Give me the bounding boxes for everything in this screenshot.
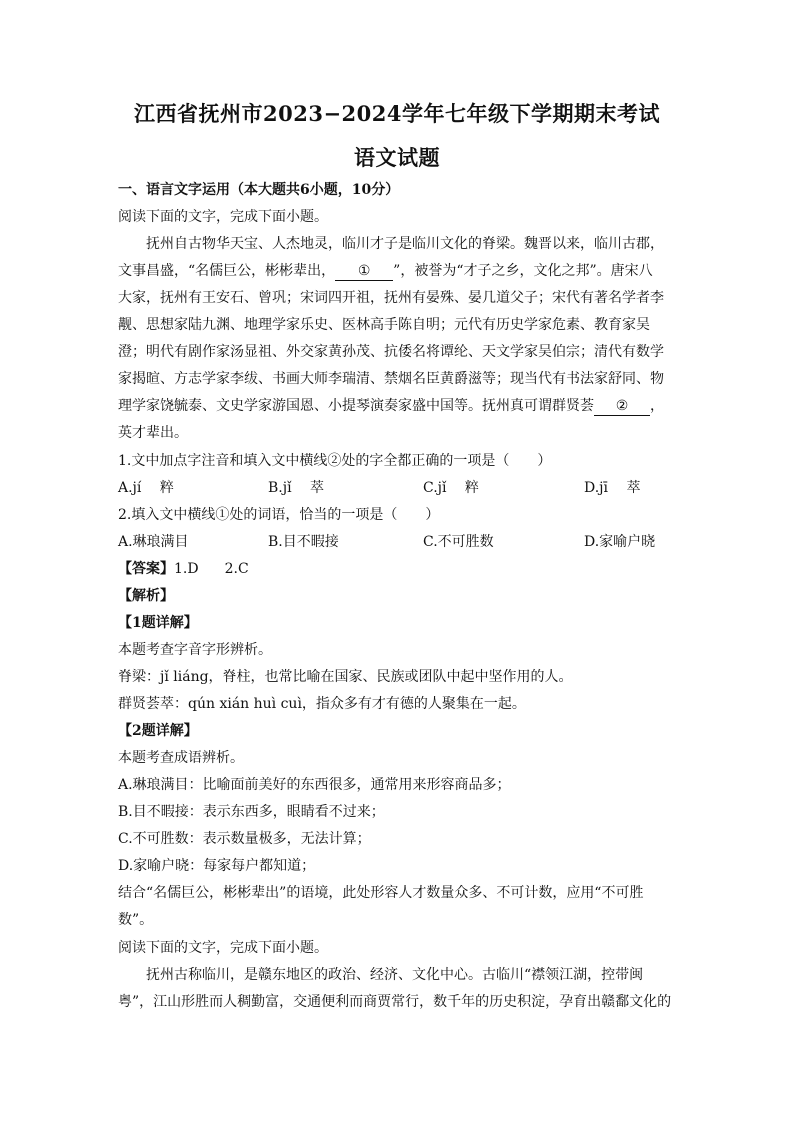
blank-2: ② — [594, 398, 650, 416]
q1-detail-line: 群贤荟萃：qún xián huì cuì，指众多有才有德的人聚集在一起。 — [118, 696, 526, 712]
passage-text: ”，被誉为“才子之乡，文化之邦”。唐宋八 — [393, 263, 653, 279]
passage-line — [118, 261, 678, 281]
question-1-option-a: A.jí 粹 — [118, 480, 174, 496]
q1-detail-intro: 本题考查字音字形辨析。 — [118, 642, 272, 658]
passage-line: 英才辈出。 — [118, 425, 188, 441]
document-subtitle: 语文试题 — [354, 145, 440, 170]
answer-label: 【答案】 — [118, 561, 174, 577]
question-1-stem: 1.文中加点字注音和填入文中横线②处的字全都正确的一项是（ ） — [118, 453, 552, 469]
question-2-stem: 2.填入文中横线①处的词语，恰当的一项是（ ） — [118, 507, 440, 523]
q2-detail-option-c: C.不可胜数：表示数量极多，无法计算； — [118, 831, 371, 847]
answer-value-2: 2.C — [224, 561, 249, 577]
analysis-label: 【解析】 — [118, 588, 174, 604]
passage-line: 粤”，江山形胜而人稠勤富，交通便利而商贾常行，数千年的历史积淀，孕育出赣鄱文化的 — [118, 994, 672, 1010]
passage-line: 抚州自古物华天宝、人杰地灵，临川才子是临川文化的脊梁。魏晋以来，临川古郡， — [146, 236, 664, 252]
document-title: 江西省抚州市2023−2024学年七年级下学期期末考试 — [134, 101, 660, 126]
q1-detail-line: 脊梁：jǐ liáng，脊柱，也常比喻在国家、民族或团队中起中坚作用的人。 — [118, 669, 573, 685]
question-1-option-b: B.jǐ 萃 — [268, 480, 325, 496]
section-heading: 一、语言文字运用（本大题共6小题，10分） — [118, 182, 400, 198]
passage-line — [118, 396, 678, 416]
passage-text: 理学家饶毓泰、文史学家游国恩、小提琴演奏家盛中国等。抚州真可谓群贤荟 — [118, 398, 594, 414]
q2-detail-option-b: B.目不暇接：表示东西多，眼睛看不过来； — [118, 804, 385, 820]
q2-detail-option-a: A.琳琅满目：比喻面前美好的东西很多，通常用来形容商品多； — [118, 777, 511, 793]
q2-detail-conclusion: 数”。 — [118, 912, 154, 928]
q2-detail-intro: 本题考查成语辨析。 — [118, 750, 244, 766]
q1-detail-label: 【1题详解】 — [118, 615, 198, 631]
answer-value-1: 1.D — [174, 561, 199, 577]
q2-detail-option-d: D.家喻户晓：每家每户都知道； — [118, 858, 316, 874]
answer-line — [118, 559, 678, 579]
question-2-option-a: A.琳琅满目 — [118, 534, 189, 550]
passage-text: ， — [650, 398, 664, 414]
passage-line: 大家，抚州有王安石、曾巩；宋词四开祖，抚州有晏殊、晏几道父子；宋代有著名学者李 — [118, 290, 664, 306]
question-1-option-c: C.jǐ 粹 — [423, 480, 479, 496]
q2-detail-label: 【2题详解】 — [118, 723, 198, 739]
question-1-option-d: D.jī 萃 — [584, 480, 641, 496]
passage-line: 家揭暄、方志学家李绂、书画大师李瑞清、禁烟名臣黄爵滋等；现当代有书法家舒同、物 — [118, 371, 664, 387]
question-2-option-c: C.不可胜数 — [423, 534, 494, 550]
question-2-option-d: D.家喻户晓 — [584, 534, 656, 550]
passage-line: 抚州古称临川，是赣东地区的政治、经济、文化中心。古临川“襟领江湖，控带闽 — [146, 967, 644, 983]
passage-line: 澄；明代有剧作家汤显祖、外交家黄孙茂、抗倭名将谭纶、天文学家吴伯宗；清代有数学 — [118, 344, 664, 360]
reading-instruction: 阅读下面的文字，完成下面小题。 — [118, 209, 328, 225]
reading-instruction: 阅读下面的文字，完成下面小题。 — [118, 940, 328, 956]
passage-line: 觏、思想家陆九渊、地理学家乐史、医林高手陈自明；元代有历史学家危素、教育家吴 — [118, 317, 650, 333]
passage-text: 文事昌盛，“名儒巨公，彬彬辈出， — [118, 263, 336, 279]
q2-detail-conclusion: 结合“名儒巨公，彬彬辈出”的语境，此处形容人才数量众多、不可计数，应用“不可胜 — [118, 885, 644, 901]
question-2-option-b: B.目不暇接 — [268, 534, 339, 550]
blank-1: ① — [335, 263, 393, 281]
